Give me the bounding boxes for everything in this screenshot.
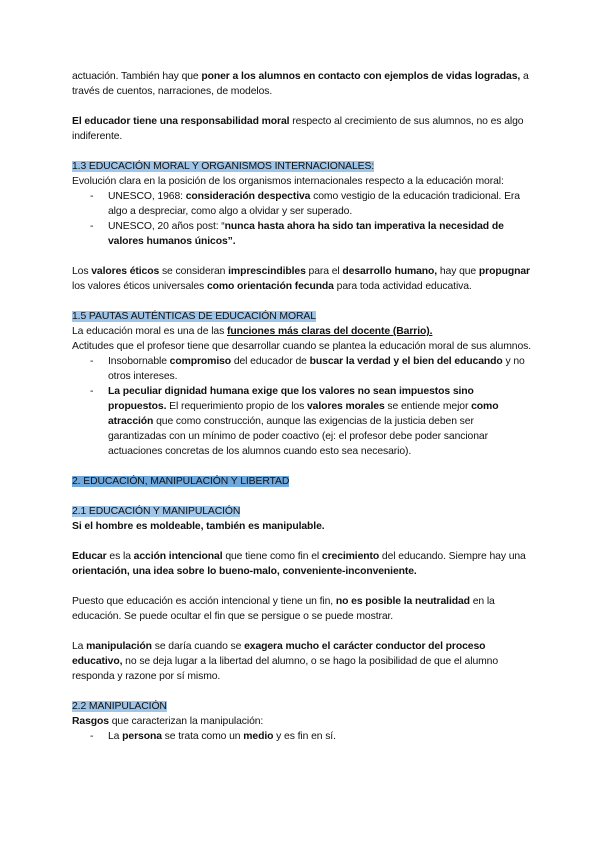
section-heading bbox=[72, 309, 534, 324]
text: hay que bbox=[437, 266, 479, 277]
bold-text: valores morales bbox=[307, 401, 385, 412]
paragraph bbox=[72, 264, 534, 294]
list-item bbox=[72, 219, 534, 249]
paragraph bbox=[72, 69, 534, 99]
text: actuación. También hay que bbox=[72, 71, 202, 82]
bold-text: nunca hasta ahora ha sido tan imperativa la necesidad de valores humanos únicos”. bbox=[108, 221, 504, 247]
paragraph bbox=[72, 549, 534, 579]
paragraph bbox=[72, 594, 534, 624]
bold-text: orientación, una idea sobre lo bueno-malo, conveniente-inconveniente. bbox=[72, 566, 417, 577]
bold-text: desarrollo humano, bbox=[342, 266, 438, 277]
bold-text: buscar la verdad y el bien del educando bbox=[309, 356, 503, 367]
section-heading bbox=[72, 159, 534, 174]
heading-text: 1.3 EDUCACIÓN MORAL Y ORGANISMOS INTERNACIONALES: bbox=[72, 161, 375, 172]
text: UNESCO, 20 años post: “ bbox=[108, 221, 225, 232]
bold-text: como atracción bbox=[108, 401, 499, 427]
text: La bbox=[72, 641, 87, 652]
bold-text: valores éticos bbox=[91, 266, 160, 277]
text: y es fin en sí. bbox=[273, 731, 336, 742]
text: se daría cuando se bbox=[151, 641, 245, 652]
text: en la educación. Se puede ocultar el fin que se persigue o se puede mostrar. bbox=[72, 596, 495, 622]
bullet-list bbox=[72, 354, 534, 459]
paragraph bbox=[72, 519, 534, 534]
section-heading bbox=[72, 504, 534, 519]
list-item bbox=[72, 354, 534, 384]
text: que como construcción, aunque las exigencias de la justicia deben ser garantizadas con un mínimo de poder coactivo (ej: el profesor debe poder sancionar actuaciones concretas de los alumnos cuando esto sea necesario). bbox=[108, 416, 488, 457]
text: como vestigio de la educación tradicional. Era algo a despreciar, como algo a olvidar y ser superado. bbox=[108, 191, 520, 217]
bold-text: Si el hombre es moldeable, también es manipulable. bbox=[72, 521, 325, 532]
paragraph bbox=[72, 114, 534, 144]
bullet-list bbox=[72, 729, 534, 744]
bold-text: imprescindibles bbox=[228, 266, 306, 277]
bold-text: no es posible la neutralidad bbox=[335, 596, 470, 607]
bullet-list bbox=[72, 189, 534, 249]
text: respecto al crecimiento de sus alumnos, no es algo indiferente. bbox=[72, 116, 524, 142]
paragraph: Actitudes que el profesor tiene que desarrollar cuando se plantea la educación moral de sus alumnos. bbox=[72, 341, 532, 352]
text: UNESCO, 1968: bbox=[108, 191, 186, 202]
text: es la bbox=[106, 551, 134, 562]
list-item bbox=[72, 729, 534, 744]
bold-text: medio bbox=[243, 731, 274, 742]
text: La educación moral es una de las bbox=[72, 326, 227, 337]
paragraph: Evolución clara en la posición de los organismos internacionales respecto a la educación moral: bbox=[72, 176, 504, 187]
bold-text: persona bbox=[122, 731, 162, 742]
text: que caracterizan la manipulación: bbox=[108, 716, 264, 727]
text: se consideran bbox=[159, 266, 229, 277]
text: a través de cuentos, narraciones, de modelos. bbox=[72, 71, 529, 97]
document-content bbox=[72, 69, 534, 744]
paragraph bbox=[72, 639, 534, 684]
bold-text: poner a los alumnos en contacto con ejemplos de vidas logradas, bbox=[201, 71, 521, 82]
text: del educando. Siempre hay una bbox=[379, 551, 526, 562]
heading-text: 1.5 PAUTAS AUTÉNTICAS DE EDUCACIÓN MORAL bbox=[72, 311, 316, 322]
text: se trata como un bbox=[161, 731, 244, 742]
section-heading bbox=[72, 699, 534, 714]
bold-text: acción intencional bbox=[133, 551, 223, 562]
bold-text: La peculiar dignidad humana exige que los valores no sean impuestos sino propuestos. bbox=[108, 386, 474, 412]
text: Los bbox=[72, 266, 92, 277]
list-item bbox=[72, 189, 534, 219]
bold-text: propugnar bbox=[478, 266, 530, 277]
bold-text: Rasgos bbox=[72, 716, 109, 727]
text: El requerimiento propio de los bbox=[166, 401, 307, 412]
bold-text: crecimiento bbox=[321, 551, 380, 562]
underlined-bold-text: funciones más claras del docente (Barrio). bbox=[226, 326, 433, 337]
text: para el bbox=[305, 266, 343, 277]
bold-text: compromiso bbox=[169, 356, 232, 367]
text: se entiende mejor bbox=[384, 401, 472, 412]
text: los valores éticos universales bbox=[72, 281, 207, 292]
bold-text: Educar bbox=[72, 551, 107, 562]
paragraph bbox=[72, 324, 534, 339]
bold-text: manipulación bbox=[86, 641, 152, 652]
text: Insobornable bbox=[108, 356, 170, 367]
bold-text: El educador tiene una responsabilidad moral bbox=[72, 116, 290, 127]
text: para toda actividad educativa. bbox=[333, 281, 472, 292]
heading-text: 2.1 EDUCACIÓN Y MANIPULACIÓN bbox=[72, 506, 241, 517]
text: La bbox=[108, 731, 123, 742]
paragraph bbox=[72, 714, 534, 729]
text: y no otros intereses. bbox=[108, 356, 525, 382]
bold-text: consideración despectiva bbox=[185, 191, 311, 202]
text: del educador de bbox=[231, 356, 310, 367]
text: no se deja lugar a la libertad del alumno, o se hago la posibilidad de que el alumno responda y razone por sí mismo. bbox=[72, 656, 499, 682]
heading-text: 2. EDUCACIÓN, MANIPULACIÓN Y LIBERTAD bbox=[72, 476, 290, 487]
heading-text: 2.2 MANIPULACIÓN bbox=[72, 701, 167, 712]
chapter-heading bbox=[72, 474, 534, 489]
bold-text: como orientación fecunda bbox=[206, 281, 334, 292]
bold-text: exagera mucho el carácter conductor del proceso educativo, bbox=[72, 641, 486, 667]
list-item bbox=[72, 384, 534, 459]
text: Puesto que educación es acción intencional y tiene un fin, bbox=[72, 596, 336, 607]
text: que tiene como fin el bbox=[222, 551, 322, 562]
